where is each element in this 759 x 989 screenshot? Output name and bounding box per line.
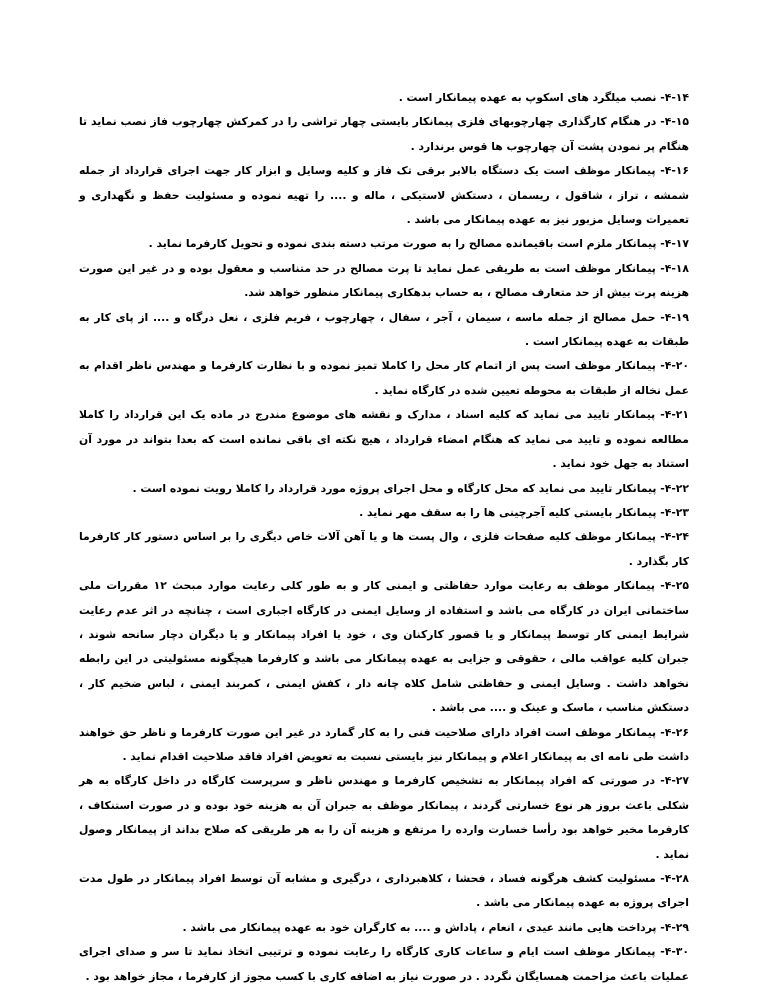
clause-4-24: ۴-۲۴- پیمانکار موظف کلیه صفحات فلزی ، وال پست ها و یا آهن آلات خاص دیگری را بر اساس دستور کار کارفرما کار بگذارد . [79, 530, 689, 568]
clause-4-30: ۴-۳۰- پیمانکار موظف است ایام و ساعات کاری کارگاه را رعایت نموده و ترتیبی اتخاذ نماید تا سر و صدای اجرای عملیات باعث مزاحمت همسایگان نگردد . در صورت نیاز به اضافه کاری با کسب مجوز از کارفرما ، مجاز خواهد بود . [79, 945, 689, 983]
clause-4-17: ۴-۱۷- پیمانکار ملزم است باقیمانده مصالح را به صورت مرتب دسته بندی نموده و تحویل کارفرما نماید . [148, 237, 689, 251]
clause-4-21: ۴-۲۱- پیمانکار تایید می نماید که کلیه اسناد ، مدارک و نقشه های موضوع مندرج در ماده یک این قرارداد را کاملا مطالعه نموده و تایید می نماید که هنگام امضاء قرارداد ، هیچ نکته ای باقی نمانده است که بعدا بتواند در مورد آن استناد به جهل خود نماید . [79, 408, 689, 471]
clause-4-28: ۴-۲۸- مسئولیت کشف هرگونه فساد ، فحشا ، کلاهبرداری ، درگیری و مشابه آن توسط افراد پیمانکار در طول مدت اجرای پروژه به عهده پیمانکار می باشد . [79, 872, 689, 910]
clause-4-25: ۴-۲۵- پیمانکار موظف به رعایت موارد حفاظتی و ایمنی کار و به طور کلی رعایت موارد مبحث ۱۲ مقررات ملی ساختمانی ایران در کارگاه می باشد و استفاده از وسایل ایمنی در کارگاه اجباری است ، چنانچه در اثر عدم رعایت شرایط ایمنی کار توسط پیمانکار و یا قصور کارکنان وی ، خود یا افراد پیمانکار و یا دیگران دچار سانحه شوند ، جبران کلیه عواقب مالی ، حقوقی و جزایی به عهده پیمانکار می باشد و کارفرما هیچگونه مسئولیتی در این رابطه نخواهد داشت . وسایل ایمنی و حفاظتی شامل کلاه چانه دار ، کفش ایمنی ، کمربند ایمنی ، لباس ضخیم کار ، دستکش مناسب ، ماسک و عینک و .... می باشد . [79, 579, 689, 715]
clause-4-23: ۴-۲۳- پیمانکار بایستی کلیه آجرچینی ها را به سقف مهر نماید . [359, 505, 689, 519]
clause-4-18: ۴-۱۸- پیمانکار موظف است به طریقی عمل نماید تا پرت مصالح در حد متناسب و معقول بوده و در غیر این صورت هزینه پرت بیش از حد متعارف مصالح ، به حساب بدهکاری پیمانکار منظور خواهد شد. [79, 261, 689, 300]
clause-4-19: ۴-۱۹- حمل مصالح از جمله ماسه ، سیمان ، آجر ، سفال ، چهارچوب ، فریم فلزی ، نعل درگاه و .... از پای کار به طبقات به عهده پیمانکار است . [79, 310, 689, 349]
clause-4-15: ۴-۱۵- در هنگام کارگذاری چهارچوبهای فلزی پیمانکار بایستی چهار تراشی را در کمرکش چهارچوب فاز نصب نماید تا هنگام پر نمودن پشت آن چهارچوب ها قوس برندارد . [79, 115, 689, 153]
clause-4-14: ۴-۱۴- نصب میلگرد های اسکوپ به عهده پیمانکار است . [398, 91, 689, 104]
clause-4-26: ۴-۲۶- پیمانکار موظف است افراد دارای صلاحیت فنی را به کار گمارد در غیر این صورت کارفرما و ناظر حق خواهند داشت طی نامه ای به پیمانکار اعلام و پیمانکار نیز بایستی نسبت به تعویض افراد فاقد صلاحیت اقدام نماید . [79, 725, 689, 763]
clause-4-29: ۴-۲۹- پرداخت هایی مانند عیدی ، انعام ، پاداش و .... به کارگران خود به عهده پیمانکار می باشد . [182, 920, 689, 934]
clause-4-22: ۴-۲۲- پیمانکار تایید می نماید که محل کارگاه و محل اجرای پروژه مورد قرارداد را کاملا رویت نموده است . [132, 481, 689, 495]
clause-4-20: ۴-۲۰- پیمانکار موظف است پس از اتمام کار محل را کاملا تمیز نموده و با نظارت کارفرما و مهندس ناظر اقدام به عمل نخاله از طبقات به محوطه تعیین شده در کارگاه نماید . [79, 359, 689, 397]
clause-4-27: ۴-۲۷- در صورتی که افراد پیمانکار به تشخیص کارفرما و مهندس ناظر و سرپرست کارگاه در داخل کارگاه به هر شکلی باعث بروز هر نوع خسارتی گردند ، پیمانکار موظف به جبران آن به هزینه خود بوده و در صورت استنکاف ، کارفرما مخیر خواهد بود رأسا خسارت وارده را مرتفع و هزینه آن را به هر طریقی که صلاح بداند از پیمانکار وصول نماید . [79, 774, 689, 861]
clause-4-16: ۴-۱۶- پیمانکار موظف است یک دستگاه بالابر برقی تک فاز و کلیه وسایل و ابزار کار جهت اجرای قرارداد از جمله شمشه ، تراز ، شاقول ، ریسمان ، دستکش لاستیکی ، ماله و .... را تهیه نموده و مسئولیت حفظ و نگهداری و تعمیرات وسایل مزبور نیز به عهده پیمانکار می باشد . [79, 164, 689, 227]
contract-clauses [79, 86, 689, 989]
